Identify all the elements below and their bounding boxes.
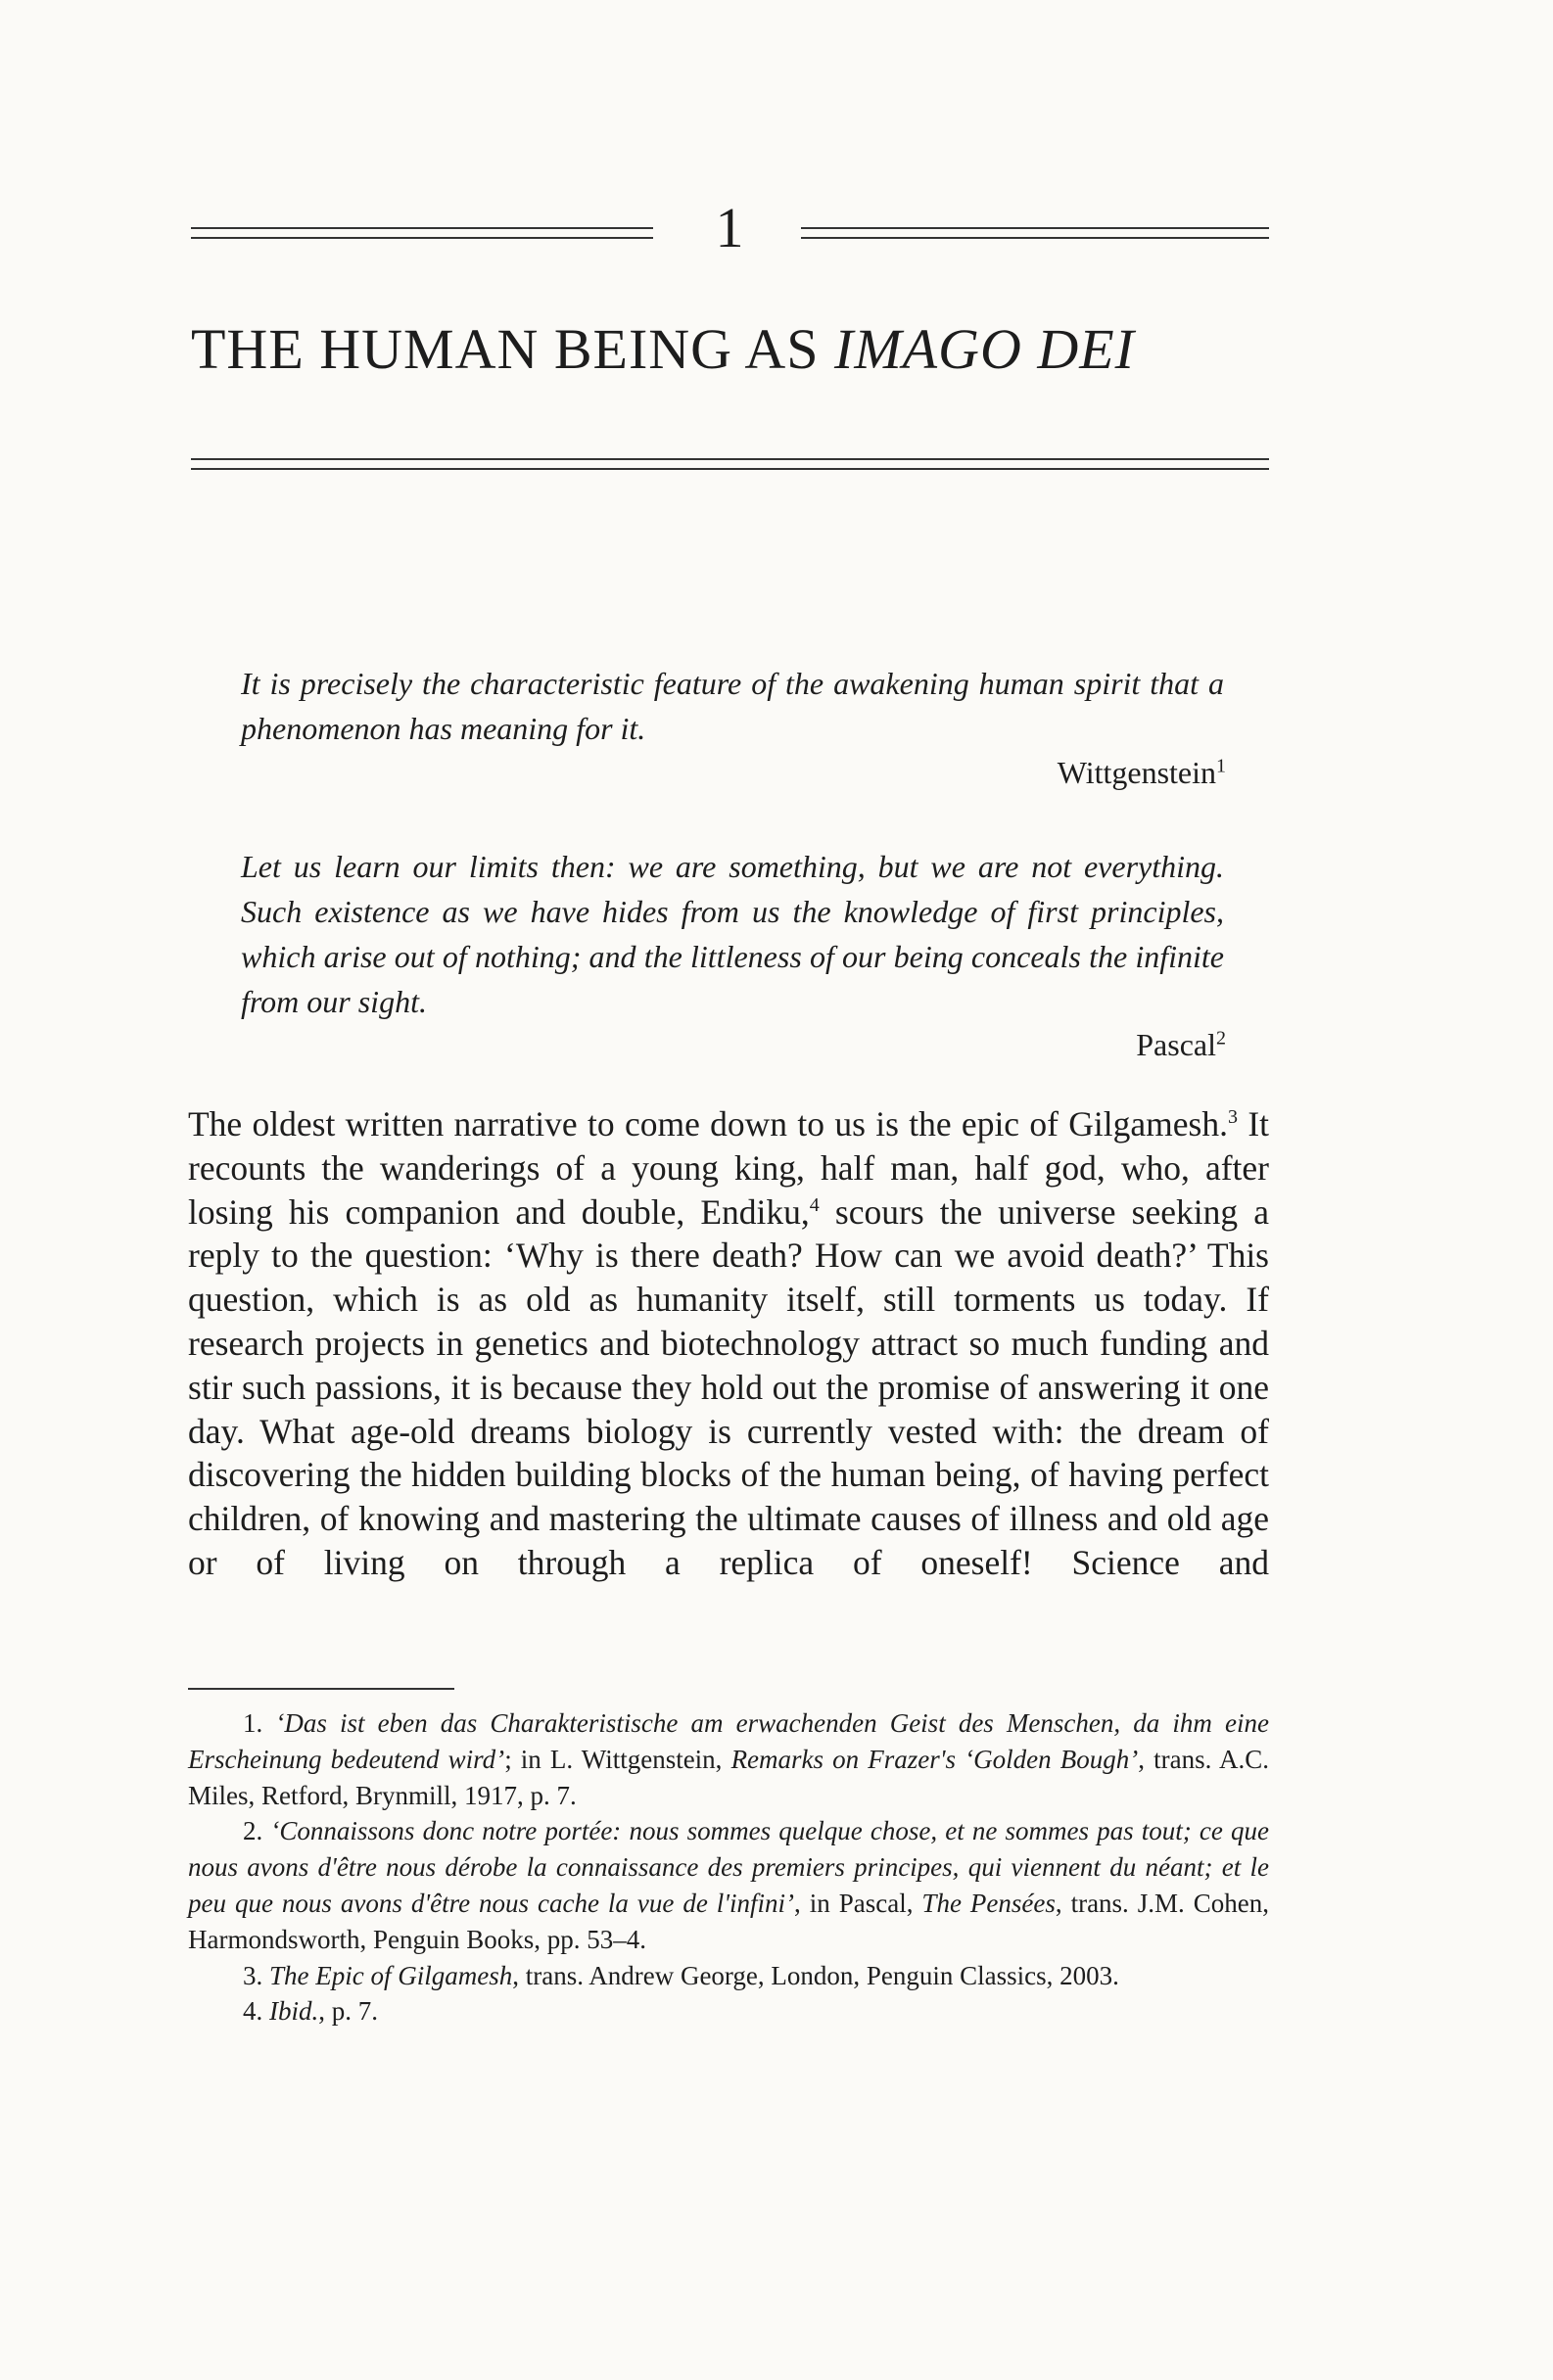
footnote-quote: ‘Connaissons donc notre portée: nous sommes quelque chose, et ne sommes pas tout; ce que nous avons d'être nous dérobe la connaissance des premiers principes, qui viennent du néant; et le peu que nous avons d'être nous cache la vue de l'infini’ <box>188 1816 1269 1918</box>
chapter-rule-right <box>801 227 1269 239</box>
footnote-number: 4. <box>243 1996 269 2027</box>
body-text-3: scours the universe seeking a reply to the question: ‘Why is there death? How can we avoid death?’ This question, which is as old as humanity itself, still torments us today. If research projects in genetics and biotechnology attract so much funding and stir such passions, it is because they hold out the promise of answering it one day. What age-old dreams biology is currently vested with: the dream of discovering the hidden building blocks of the human being, of having perfect children, of knowing and mastering the ultimate causes of illness and old age or of living on through a replica of oneself! Science and <box>188 1191 1269 1582</box>
footnote-number: 2. <box>243 1816 271 1846</box>
attribution-author: Wittgenstein <box>1057 755 1216 790</box>
note-ref: 4 <box>809 1193 820 1216</box>
footnote-number: 3. <box>243 1960 269 1990</box>
chapter-title-text: THE HUMAN BEING AS <box>191 317 834 381</box>
chapter-title-italic: IMAGO DEI <box>834 317 1135 381</box>
chapter-title <box>191 315 1278 384</box>
body-text-1: The oldest written narrative to come down to us is the epic of Gilgamesh. <box>188 1104 1228 1143</box>
footnote-text: ; in L. Wittgenstein, <box>504 1744 731 1774</box>
epigraph-attribution-wittgenstein <box>1058 750 1226 795</box>
body-paragraph <box>188 1102 1269 1585</box>
footnote-text: , trans. J.M. Cohen, Harmondsworth, Penguin Books, pp. 53–4. <box>188 1888 1269 1954</box>
footnote-quote: ‘Das ist eben das Charakteristische am erwachenden Geist des Menschen, da ihm eine Erscheinung bedeutend wird’ <box>188 1708 1269 1774</box>
attribution-author: Pascal <box>1136 1027 1216 1062</box>
footnote-work-title: Ibid. <box>269 1996 319 2027</box>
body-text-2: It recounts the wanderings of a young king, half man, half god, who, after losing his companion and double, Endiku, <box>188 1104 1270 1232</box>
footnote-text: , in Pascal, <box>794 1888 922 1918</box>
footnote-4 <box>188 1993 1269 2030</box>
footnote-text: , p. 7. <box>318 1996 378 2027</box>
footnotes <box>188 1705 1269 2030</box>
footnote-work-title: The Pensées <box>921 1888 1056 1918</box>
footnote-rule <box>188 1688 454 1690</box>
note-ref: 3 <box>1227 1106 1238 1129</box>
footnote-work-title: The Epic of Gilgamesh <box>269 1960 513 1990</box>
footnote-2 <box>188 1813 1269 1957</box>
epigraph-wittgenstein: It is precisely the characteristic feature of the awakening human spirit that a phenomenon has meaning for it. <box>241 666 1224 746</box>
chapter-title-rule <box>191 458 1269 470</box>
footnote-work-title: Remarks on Frazer's ‘Golden Bough’ <box>730 1744 1139 1774</box>
epigraph-pascal: Let us learn our limits then: we are something, but we are not everything. Such existence as we have hides from us the knowledge of first principles, which arise out of nothing; and the littleness of our being conceals the infinite from our sight. <box>241 849 1224 1019</box>
chapter-rule-left <box>191 227 653 239</box>
footnote-number: 1. <box>243 1708 276 1738</box>
footnote-3 <box>188 1958 1269 1994</box>
chapter-number: 1 <box>715 196 744 259</box>
footnote-text: , trans. Andrew George, London, Penguin Classics, 2003. <box>512 1960 1119 1990</box>
footnote-text: , trans. A.C. Miles, Retford, Brynmill, 1917, p. 7. <box>188 1744 1269 1810</box>
epigraph-attribution-pascal <box>1136 1022 1226 1067</box>
footnote-1 <box>188 1705 1269 1813</box>
note-ref: 1 <box>1216 755 1226 777</box>
note-ref: 2 <box>1216 1027 1226 1050</box>
